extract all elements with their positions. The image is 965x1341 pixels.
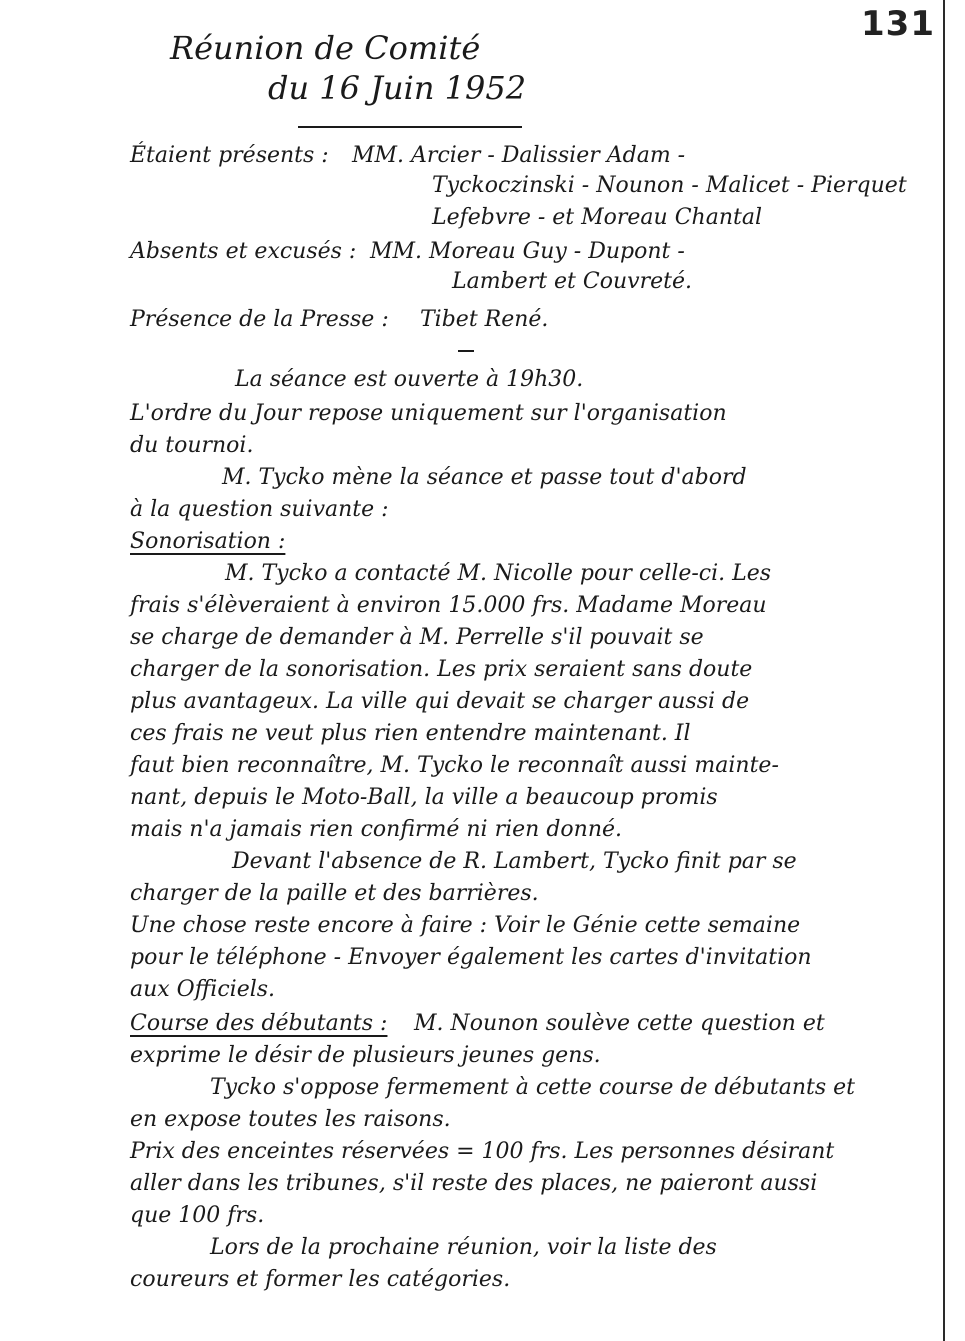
present-line-2: Tyckoczinski - Nounon - Malicet - Pierquet [432,173,907,198]
section-heading-sonorisation: Sonorisation : [130,529,286,554]
body-line: Devant l'absence de R. Lambert, Tycko finit par se [232,849,797,874]
body-line: M. Tycko mène la séance et passe tout d'abord [222,465,747,490]
body-line: Une chose reste encore à faire : Voir le Génie cette semaine [130,913,801,938]
body-line: se charge de demander à M. Perrelle s'il pouvait se [130,625,704,650]
body-line: Lors de la prochaine réunion, voir la liste des [210,1235,717,1260]
body-line: frais s'élèveraient à environ 15.000 frs. Madame Moreau [130,593,767,618]
page-edge-line [943,0,945,1341]
title-line-1: Réunion de Comité [170,29,481,67]
body-line: aller dans les tribunes, s'il reste des places, ne paieront aussi [130,1171,818,1196]
press-name: Tibet René. [420,307,549,332]
body-line: aux Officiels. [130,977,276,1002]
body-line: exprime le désir de plusieurs jeunes gens. [130,1043,601,1068]
body-line: M. Tycko a contacté M. Nicolle pour celle-ci. Les [225,561,772,586]
absent-line-2: Lambert et Couvreté. [452,269,692,294]
body-line: pour le téléphone - Envoyer également les cartes d'invitation [130,945,812,970]
body-line: La séance est ouverte à 19h30. [235,367,584,392]
body-line: du tournoi. [130,433,254,458]
body-line: charger de la sonorisation. Les prix seraient sans doute [130,657,753,682]
title-underline [298,126,522,128]
press-label: Présence de la Presse : [130,307,389,332]
present-line-1: MM. Arcier - Dalissier Adam - [352,143,686,168]
body-line: nant, depuis le Moto-Ball, la ville a beaucoup promis [130,785,718,810]
page-number: 131 [861,4,935,44]
absent-label: Absents et excusés : [130,239,357,264]
body-line: plus avantageux. La ville qui devait se charger aussi de [130,689,750,714]
section-heading-debutants: Course des débutants : [130,1011,388,1036]
absent-line-1: MM. Moreau Guy - Dupont - [370,239,685,264]
body-line: faut bien reconnaître, M. Tycko le reconnaît aussi mainte- [130,753,779,778]
separator-dash [458,350,474,352]
body-line: Prix des enceintes réservées = 100 frs. Les personnes désirant [130,1139,835,1164]
body-line: Tycko s'oppose fermement à cette course de débutants et [210,1075,855,1100]
body-line: ces frais ne veut plus rien entendre maintenant. Il [130,721,691,746]
body-line: mais n'a jamais rien confirmé ni rien donné. [130,817,623,842]
present-label: Étaient présents : [130,143,329,168]
body-line: à la question suivante : [130,497,389,522]
body-line: coureurs et former les catégories. [130,1267,511,1292]
present-line-3: Lefebvre - et Moreau Chantal [432,205,762,230]
body-line: M. Nounon soulève cette question et [414,1011,825,1036]
body-line: L'ordre du Jour repose uniquement sur l'organisation [130,401,727,426]
body-line: charger de la paille et des barrières. [130,881,539,906]
body-line: en expose toutes les raisons. [130,1107,451,1132]
body-line: que 100 frs. [130,1203,265,1228]
title-line-2: du 16 Juin 1952 [268,69,527,107]
